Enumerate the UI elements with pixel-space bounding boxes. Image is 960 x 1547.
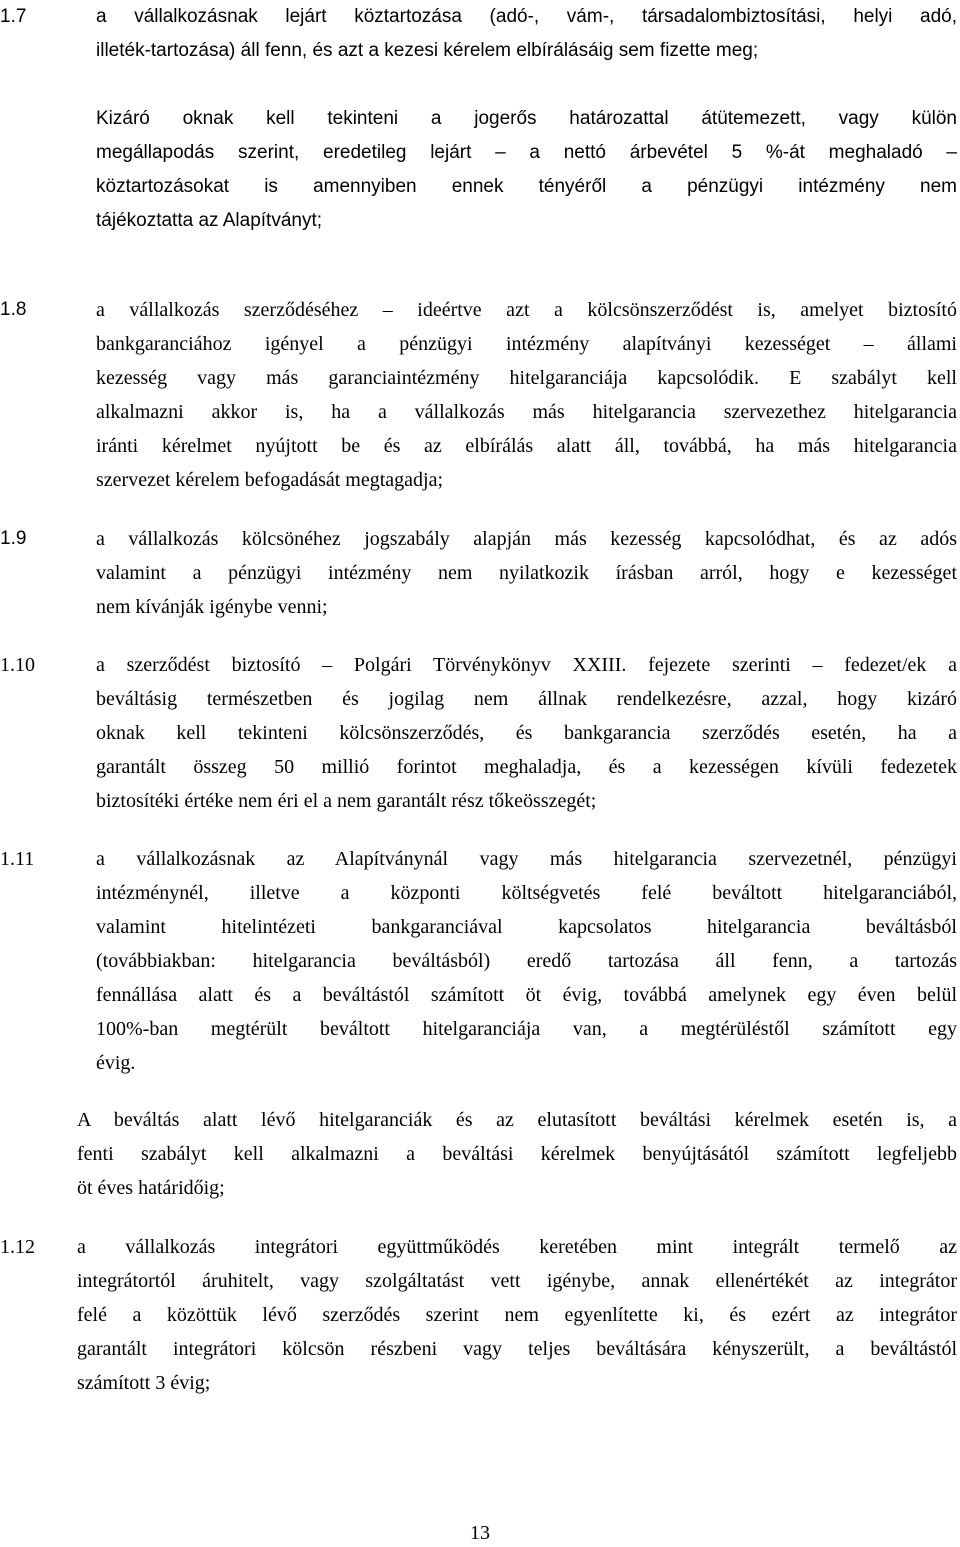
clause-text — [77, 1230, 957, 1400]
text-line: garantált összeg 50 millió forintot meghaladja, és a kezességen kívüli fedezetek — [96, 756, 957, 778]
text-line: intézménynél, illetve a központi költségvetés felé beváltott hitelgaranciából, — [96, 882, 957, 904]
text-line: valamint hitelintézeti bankgaranciával kapcsolatos hitelgarancia beváltásból — [96, 916, 957, 938]
clause-number: 1.9 — [0, 528, 27, 549]
clause-number: 1.10 — [0, 654, 35, 676]
text-line: a vállalkozásnak lejárt köztartozása (adó-, vám-, társadalombiztosítási, helyi adó, — [96, 6, 957, 27]
clause-text — [96, 102, 957, 238]
text-line: (továbbiakban: hitelgarancia beváltásból) eredő tartozása áll fenn, a tartozás — [96, 950, 957, 972]
text-line: valamint a pénzügyi intézmény nem nyilatkozik írásban arról, hogy e kezességet — [96, 562, 957, 584]
clause-text — [96, 522, 957, 624]
clause-number: 1.7 — [0, 6, 27, 27]
text-line: a szerződést biztosító – Polgári Törvénykönyv XXIII. fejezete szerinti – fedezet/ek a — [96, 654, 957, 676]
text-line: a vállalkozás kölcsönéhez jogszabály alapján más kezesség kapcsolódhat, és az adós — [96, 528, 957, 550]
text-line: évig. — [96, 1052, 136, 1074]
text-line: tájékoztatta az Alapítványt; — [96, 210, 323, 231]
text-line: nem kívánják igénybe venni; — [96, 596, 328, 618]
text-line: felé a közöttük lévő szerződés szerint nem egyenlítette ki, és ezért az integrátor — [77, 1304, 957, 1326]
text-line: számított 3 évig; — [77, 1372, 211, 1394]
clause-number: 1.11 — [0, 848, 35, 870]
text-line: öt éves határidőig; — [77, 1177, 225, 1199]
text-line: alkalmazni akkor is, ha a vállalkozás más hitelgarancia szervezethez hitelgarancia — [96, 401, 957, 423]
text-line: integrátortól áruhitelt, vagy szolgáltatást vett igénybe, annak ellenértékét az integrátor — [77, 1270, 957, 1292]
text-line: megállapodás szerint, eredetileg lejárt – a nettó árbevétel 5 %-át meghaladó – — [96, 142, 957, 163]
text-line: a vállalkozásnak az Alapítványnál vagy más hitelgarancia szervezetnél, pénzügyi — [96, 848, 957, 870]
text-line: fenti szabályt kell alkalmazni a beváltási kérelmek benyújtásától számított legfeljebb — [77, 1143, 957, 1165]
text-line: köztartozásokat is amennyiben ennek tényéről a pénzügyi intézmény nem — [96, 176, 957, 197]
text-line: 100%-ban megtérült beváltott hitelgaranciája van, a megtérüléstől számított egy — [96, 1018, 957, 1040]
clause-text — [96, 293, 957, 497]
text-line: biztosítéki értéke nem éri el a nem garantált rész tőkeösszegét; — [96, 790, 597, 812]
clause-text — [96, 842, 957, 1080]
clause-number: 1.12 — [0, 1236, 35, 1258]
clause-text — [96, 0, 957, 68]
text-line: iránti kérelmet nyújtott be és az elbírálás alatt áll, továbbá, ha más hitelgarancia — [96, 435, 957, 457]
clause-number: 1.8 — [0, 299, 27, 320]
text-line: beváltásig természetben és jogilag nem állnak rendelkezésre, azzal, hogy kizáró — [96, 688, 957, 710]
text-line: kezesség vagy más garanciaintézmény hitelgaranciája kapcsolódik. E szabályt kell — [96, 367, 957, 389]
text-line: a vállalkozás szerződéséhez – ideértve azt a kölcsönszerződést is, amelyet biztosító — [96, 299, 957, 321]
text-line: a vállalkozás integrátori együttműködés keretében mint integrált termelő az — [77, 1236, 957, 1258]
text-line: bankgaranciához igényel a pénzügyi intézmény alapítványi kezességet – állami — [96, 333, 957, 355]
text-line: illeték-tartozása) áll fenn, és azt a kezesi kérelem elbírálásáig sem fizette meg; — [96, 40, 759, 61]
text-line: garantált integrátori kölcsön részbeni vagy teljes beváltására kényszerült, a beváltástól — [77, 1338, 957, 1360]
clause-text — [96, 648, 957, 818]
page-number: 13 — [470, 1522, 490, 1544]
clause-text — [77, 1103, 957, 1205]
text-line: Kizáró oknak kell tekinteni a jogerős határozattal átütemezett, vagy külön — [96, 108, 957, 129]
text-line: szervezet kérelem befogadását megtagadja; — [96, 469, 444, 491]
text-line: A beváltás alatt lévő hitelgaranciák és az elutasított beváltási kérelmek esetén is, a — [77, 1109, 957, 1131]
text-line: oknak kell tekinteni kölcsönszerződés, és bankgarancia szerződés esetén, ha a — [96, 722, 957, 744]
text-line: fennállása alatt és a beváltástól számított öt évig, továbbá amelynek egy éven belül — [96, 984, 957, 1006]
